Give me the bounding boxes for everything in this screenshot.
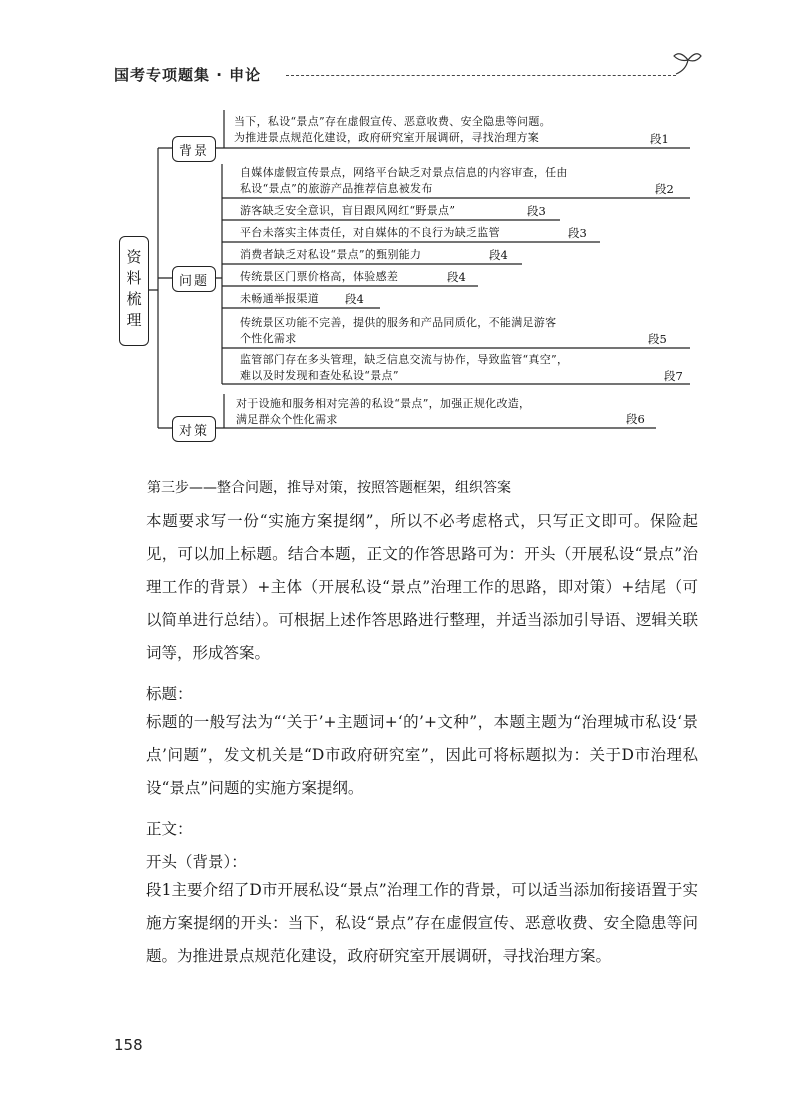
segment-ref: 段4 xyxy=(345,292,364,306)
paragraph-approach: 本题要求写一份“实施方案提纲”，所以不必考虑格式，只写正文即可。保险起见，可以加上标题。结合本题，正文的作答思路可为：开头（开展私设“景点”治理工作的背景）+主体（开展私设“景点”治理工作的思路，即对策）+结尾（可以简单进行总结）。可根据上述作答思路进行整理，并适当添加引导语、逻辑关联词等，形成答案。 xyxy=(146,512,698,662)
problem-item: 游客缺乏安全意识，盲目跟风网红“野景点” xyxy=(240,204,456,217)
step-heading: 第三步——整合问题，推导对策，按照答题框架，组织答案 xyxy=(147,480,511,496)
countermeasure-item: 对于设施和服务相对完善的私设“景点”，加强正规化改造， 满足群众个性化需求 xyxy=(236,397,531,426)
page-number: 158 xyxy=(114,1036,143,1054)
paragraph-title: 标题的一般写法为“‘关于’+主题词+‘的’+文种”，本题主题为“治理城市私设‘景点’问题”，发文机关是“D市政府研究室”，因此可将标题拟为：关于D市治理私设“景点”问题的实施方案提纲。 xyxy=(146,713,698,797)
segment-ref: 段5 xyxy=(648,332,667,346)
segment-ref: 段2 xyxy=(655,182,674,196)
root-connector xyxy=(147,148,172,428)
problem-item: 平台未落实主体责任，对自媒体的不良行为缺乏监管 xyxy=(240,226,500,239)
body-label: 正文： xyxy=(146,820,193,838)
segment-ref: 段3 xyxy=(527,204,546,218)
segment-ref: 段4 xyxy=(489,248,508,262)
problem-item: 自媒体虚假宣传景点，网络平台缺乏对景点信息的内容审查，任由 私设“景点”的旅游产品推荐信息被发布 xyxy=(240,166,568,195)
branch-background: 背景 xyxy=(172,136,216,162)
segment-ref: 段1 xyxy=(650,132,669,146)
segment-ref: 段4 xyxy=(447,270,466,284)
branch-problem: 问题 xyxy=(172,266,216,292)
background-item: 当下，私设“景点”存在虚假宣传、恶意收费、安全隐患等问题。 为推进景点规范化建设，政府研究室开展调研，寻找治理方案 xyxy=(234,115,551,144)
opening-label: 开头（背景）： xyxy=(146,853,247,871)
title-label: 标题： xyxy=(146,685,193,703)
problem-item: 监管部门存在多头管理，缺乏信息交流与协作，导致监管“真空”， 难以及时发现和查处私设“景点” xyxy=(240,353,569,382)
segment-ref: 段7 xyxy=(664,369,683,383)
problem-item: 传统景区门票价格高，体验感差 xyxy=(240,270,399,283)
mindmap-root: 资料梳理 xyxy=(119,236,149,346)
running-header-title: 国考专项题集 · 申论 xyxy=(114,66,262,84)
problem-item: 传统景区功能不完善，提供的服务和产品同质化，不能满足游客 个性化需求 xyxy=(240,316,557,345)
segment-ref: 段3 xyxy=(568,226,587,240)
segment-ref: 段6 xyxy=(626,412,645,426)
problem-item: 消费者缺乏对私设“景点”的甄别能力 xyxy=(240,248,422,261)
paragraph-opening: 段1主要介绍了D市开展私设“景点”治理工作的背景，可以适当添加衔接语置于实施方案提纲的开头：当下，私设“景点”存在虚假宣传、恶意收费、安全隐患等问题。为推进景点规范化建设，政府研究室开展调研，寻找治理方案。 xyxy=(146,881,698,965)
problem-item: 未畅通举报渠道 xyxy=(240,292,320,305)
branch-countermeasure: 对策 xyxy=(172,416,216,442)
